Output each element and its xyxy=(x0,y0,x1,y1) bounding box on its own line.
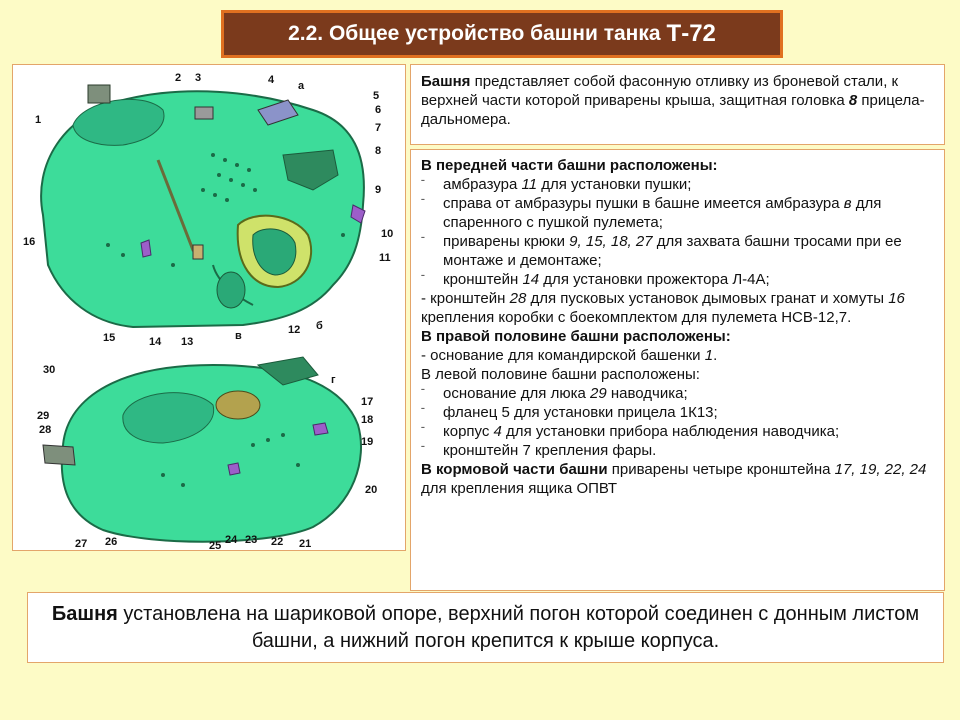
title-model: Т-72 xyxy=(666,20,716,47)
list-item: ˉ амбразура 11 для установки пушки; xyxy=(421,176,692,193)
label-10: 10 xyxy=(381,228,394,240)
label-12: 12 xyxy=(288,324,301,336)
label-6: 6 xyxy=(375,104,382,116)
label-15: 15 xyxy=(103,332,116,344)
label-v: в xyxy=(235,330,242,342)
label-g: г xyxy=(331,374,336,386)
label-20: 20 xyxy=(365,484,378,496)
label-30: 30 xyxy=(43,364,56,376)
label-21: 21 xyxy=(299,538,312,550)
label-3: 3 xyxy=(195,72,202,84)
summary-box xyxy=(27,592,944,663)
summary-text: установлена на шариковой опоре, верхний погон которой соединен с донным листом башни, а нижний погон крепится к крыше корпуса. xyxy=(117,603,920,652)
label-14: 14 xyxy=(149,336,162,348)
intro-num: 8 xyxy=(848,92,858,109)
label-17: 17 xyxy=(361,396,374,408)
right-item: - основание для командирской башенки 1. xyxy=(421,347,718,364)
list-item: ˉ основание для люка 29 наводчика; xyxy=(421,385,688,402)
slide-title xyxy=(221,10,783,58)
label-19: 19 xyxy=(361,436,374,448)
label-9: 9 xyxy=(375,184,382,196)
summary-lead: Башня xyxy=(51,603,118,625)
label-1: 1 xyxy=(35,114,42,126)
intro-lead: Башня xyxy=(421,73,471,90)
rear-section: В кормовой части башни приварены четыре кронштейна 17, 19, 22, 24 для крепления ящика ОПВТ xyxy=(421,461,927,497)
intro-box xyxy=(410,64,945,145)
intro-text: представляет собой фасонную отливку из броневой стали, к верхней части которой приварены крыша, защитная головка xyxy=(421,73,899,109)
label-29: 29 xyxy=(37,410,50,422)
list-item: ˉ справа от амбразуры пушки в башне имеется амбразура в для спаренного с пушкой пулемета; xyxy=(421,195,882,231)
label-2: 2 xyxy=(175,72,182,84)
label-28: 28 xyxy=(39,424,52,436)
list-item: ˉ фланец 5 для установки прицела 1К13; xyxy=(421,404,718,421)
label-24: 24 xyxy=(225,534,238,546)
label-27: 27 xyxy=(75,538,88,550)
label-23: 23 xyxy=(245,534,258,546)
turret-rear-view xyxy=(43,357,361,542)
intro-tail: прицела-дальномера. xyxy=(421,92,925,128)
label-4: 4 xyxy=(268,74,275,86)
label-13: 13 xyxy=(181,336,194,348)
list-item: ˉ кронштейн 7 крепления фары. xyxy=(421,442,657,459)
label-22: 22 xyxy=(271,536,284,548)
label-26: 26 xyxy=(105,536,118,548)
turret-top-view xyxy=(41,85,365,327)
turret-diagram xyxy=(12,64,406,551)
label-18: 18 xyxy=(361,414,374,426)
turret-illustration xyxy=(13,65,405,550)
label-11: 11 xyxy=(379,252,391,264)
right-header: В правой половине башни расположены: xyxy=(421,328,731,345)
label-16: 16 xyxy=(23,236,36,248)
label-8: 8 xyxy=(375,145,382,157)
label-5: 5 xyxy=(373,90,380,102)
label-b: б xyxy=(316,320,323,332)
list-item: ˉ кронштейн 14 для установки прожектора Л-4А; xyxy=(421,271,770,288)
label-7: 7 xyxy=(375,122,382,134)
front-extra: - кронштейн 28 для пусковых установок дымовых гранат и хомуты 16 крепления коробки с боекомплектом для пулемета НСВ-12,7. xyxy=(421,290,905,326)
details-box xyxy=(410,149,945,591)
left-header: В левой половине башни расположены: xyxy=(421,366,700,383)
list-item: ˉ приварены крюки 9, 15, 18, 27 для захвата башни тросами при ее монтаже и демонтаже; xyxy=(421,233,902,269)
list-item: ˉ корпус 4 для установки прибора наблюдения наводчика; xyxy=(421,423,840,440)
label-a: а xyxy=(298,80,305,92)
title-text: 2.2. Общее устройство башни танка xyxy=(288,22,661,45)
front-header: В передней части башни расположены: xyxy=(421,157,718,174)
label-25: 25 xyxy=(209,540,222,550)
